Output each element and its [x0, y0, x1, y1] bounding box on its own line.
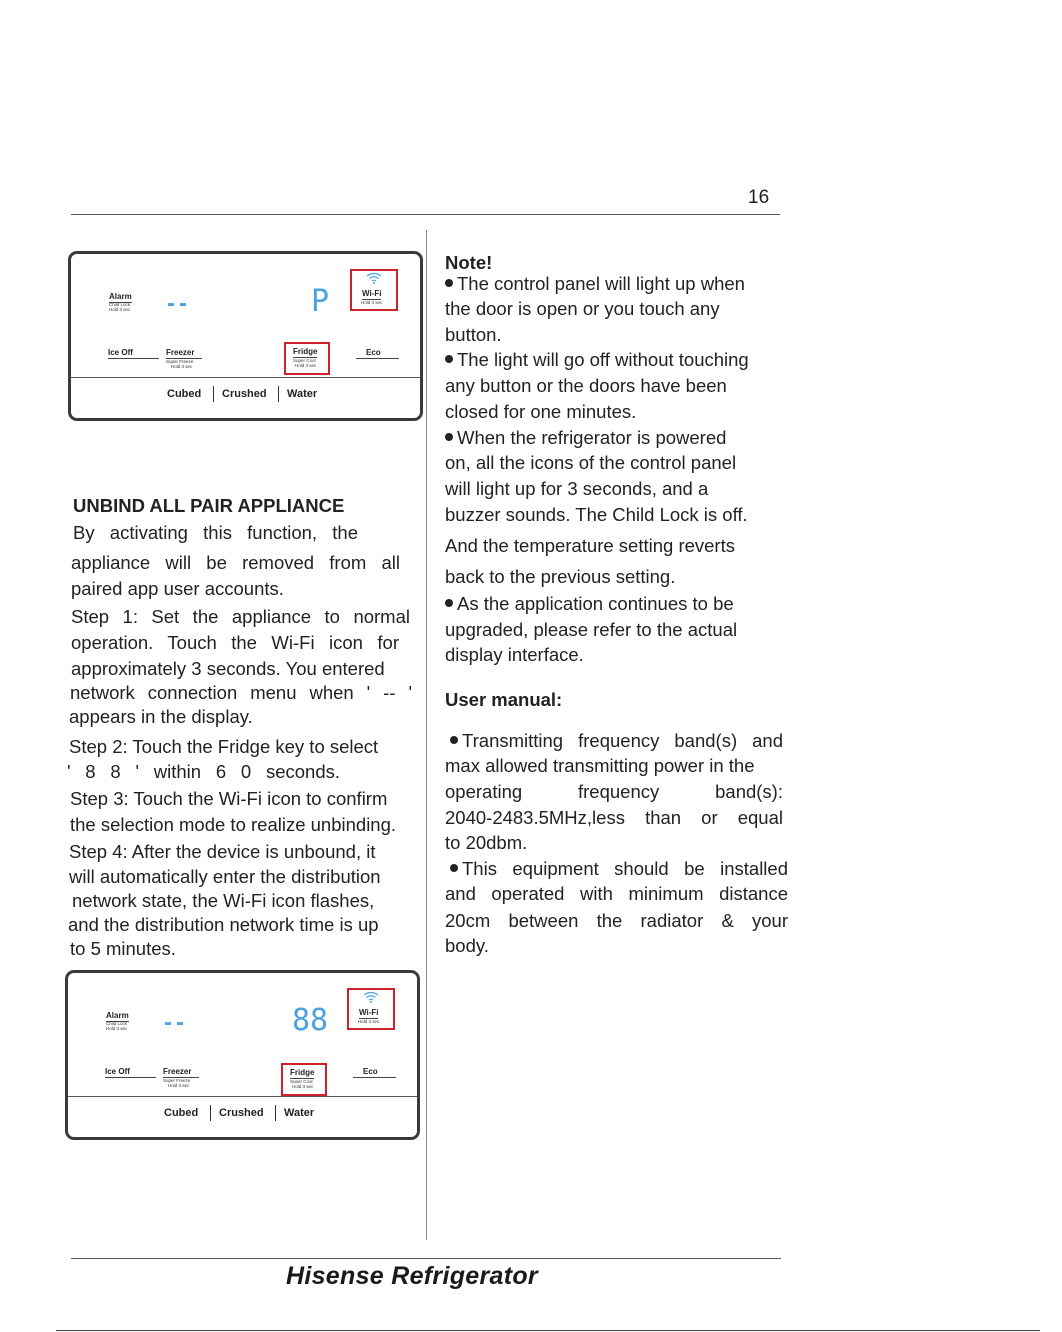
wifi-hold: Hold 3 sec — [358, 1019, 380, 1024]
left-line: will automatically enter the distribution — [69, 866, 381, 887]
note-line: the door is open or you touch any — [445, 298, 720, 319]
page-number: 16 — [748, 187, 770, 208]
display-dashes: -- — [164, 1009, 188, 1036]
ice-off-label: Ice Off — [108, 348, 159, 359]
separator — [275, 1105, 276, 1121]
alarm-sub: Child Lock — [109, 302, 131, 307]
left-line: appliance will be removed from all — [71, 552, 400, 573]
freezer-label: Freezer — [163, 1067, 199, 1078]
footer-rule — [71, 1258, 781, 1259]
left-line: network connection menu when ' -- ' — [70, 682, 412, 703]
panel-divider — [68, 1096, 417, 1097]
bullet-icon — [450, 864, 458, 872]
fridge-hold: Hold 3 sec — [295, 363, 317, 368]
left-line: appears in the display. — [69, 706, 253, 727]
manual-line: body. — [445, 935, 489, 956]
note-line: As the application continues to be — [445, 592, 734, 616]
freezer-hold: Hold 3 sec — [168, 1083, 190, 1088]
note-line: will light up for 3 seconds, and a — [445, 478, 709, 499]
left-line: Step 3: Touch the Wi-Fi icon to confirm — [70, 788, 388, 809]
left-line: Step 1: Set the appliance to normal — [71, 606, 410, 627]
ice-off-label: Ice Off — [105, 1067, 156, 1078]
note-heading: Note! — [445, 252, 493, 273]
manual-line: 2040-2483.5MHz,less than or equal — [445, 807, 783, 828]
left-line: to 5 minutes. — [70, 938, 176, 959]
separator — [210, 1105, 211, 1121]
fridge-label: Fridge — [293, 347, 318, 356]
separator — [213, 386, 214, 402]
crushed-label: Crushed — [222, 388, 267, 400]
panel-divider — [71, 377, 420, 378]
user-manual-heading: User manual: — [445, 689, 563, 710]
header-rule — [71, 214, 780, 215]
freezer-hold: Hold 3 sec — [171, 364, 193, 369]
bullet-icon — [450, 736, 458, 744]
alarm-label: Alarm — [106, 1011, 129, 1020]
bullet-icon — [445, 599, 453, 607]
fridge-sub: Super Cool — [293, 358, 316, 363]
bullet-icon — [445, 433, 453, 441]
wifi-label: Wi-Fi — [359, 1008, 379, 1017]
left-line: By activating this function, the — [73, 522, 358, 543]
eco-label: Eco — [353, 1067, 396, 1078]
freezer-sub: Super Freeze — [166, 359, 194, 364]
control-panel-bottom — [65, 970, 420, 1140]
note-line: When the refrigerator is powered — [445, 426, 726, 450]
fridge-sub: Super Cool — [290, 1079, 313, 1084]
alarm-hold: Hold 3 sec — [109, 307, 131, 312]
wifi-icon — [363, 991, 379, 1003]
display-dashes: -- — [167, 290, 191, 317]
water-label: Water — [284, 1107, 315, 1119]
left-line: and the distribution network time is up — [68, 914, 379, 935]
note-line: button. — [445, 324, 502, 345]
control-panel-top — [68, 251, 423, 421]
wifi-hold: Hold 3 sec — [361, 300, 383, 305]
note-line: And the temperature setting reverts — [445, 535, 735, 556]
column-divider — [426, 230, 427, 1240]
left-line: network state, the Wi-Fi icon flashes, — [72, 890, 375, 911]
note-line: on, all the icons of the control panel — [445, 452, 737, 473]
manual-line: This equipment should be installed — [450, 857, 788, 881]
display-p: P — [311, 284, 330, 319]
separator — [278, 386, 279, 402]
left-line: ' 8 8 ' within 6 0 seconds. — [67, 761, 340, 782]
manual-line: to 20dbm. — [445, 832, 528, 853]
freezer-label: Freezer — [166, 348, 202, 359]
manual-line: Transmitting frequency band(s) and — [450, 729, 783, 753]
note-line: display interface. — [445, 644, 584, 665]
left-line: Step 4: After the device is unbound, it — [69, 841, 376, 862]
alarm-hold: Hold 3 sec — [106, 1026, 128, 1031]
freezer-sub: Super Freeze — [163, 1078, 191, 1083]
water-label: Water — [287, 388, 318, 400]
crushed-label: Crushed — [219, 1107, 264, 1119]
bullet-icon — [445, 279, 453, 287]
manual-line: and operated with minimum distance — [445, 883, 788, 904]
note-line: buzzer sounds. The Child Lock is off. — [445, 504, 748, 525]
note-line: The light will go off without touching — [445, 348, 749, 372]
manual-line: 20cm between the radiator & your — [445, 910, 788, 931]
left-line: paired app user accounts. — [71, 578, 284, 599]
left-line: operation. Touch the Wi-Fi icon for — [71, 632, 399, 653]
left-line: approximately 3 seconds. You entered — [71, 658, 385, 679]
left-line: Step 2: Touch the Fridge key to select — [69, 736, 379, 757]
bullet-icon — [445, 355, 453, 363]
wifi-label: Wi-Fi — [362, 289, 382, 298]
eco-label: Eco — [356, 348, 399, 359]
note-line: closed for one minutes. — [445, 401, 637, 422]
wifi-icon — [366, 272, 382, 284]
cubed-label: Cubed — [167, 388, 202, 400]
alarm-sub: Child Lock — [106, 1021, 128, 1026]
bottom-rule — [56, 1330, 1040, 1331]
note-line: any button or the doors have been — [445, 375, 727, 396]
manual-line: operating frequency band(s): — [445, 781, 783, 802]
brand-footer: Hisense Refrigerator — [286, 1262, 538, 1290]
left-line: the selection mode to realize unbinding. — [70, 814, 397, 835]
unbind-heading: UNBIND ALL PAIR APPLIANCE — [73, 495, 345, 516]
cubed-label: Cubed — [164, 1107, 199, 1119]
note-line: back to the previous setting. — [445, 566, 676, 587]
note-line: upgraded, please refer to the actual — [445, 619, 738, 640]
fridge-label: Fridge — [290, 1068, 315, 1077]
manual-line: max allowed transmitting power in the — [445, 755, 755, 776]
note-line: The control panel will light up when — [445, 272, 745, 296]
fridge-hold: Hold 3 sec — [292, 1084, 314, 1089]
alarm-label: Alarm — [109, 292, 132, 301]
display-88: 88 — [292, 1003, 329, 1038]
